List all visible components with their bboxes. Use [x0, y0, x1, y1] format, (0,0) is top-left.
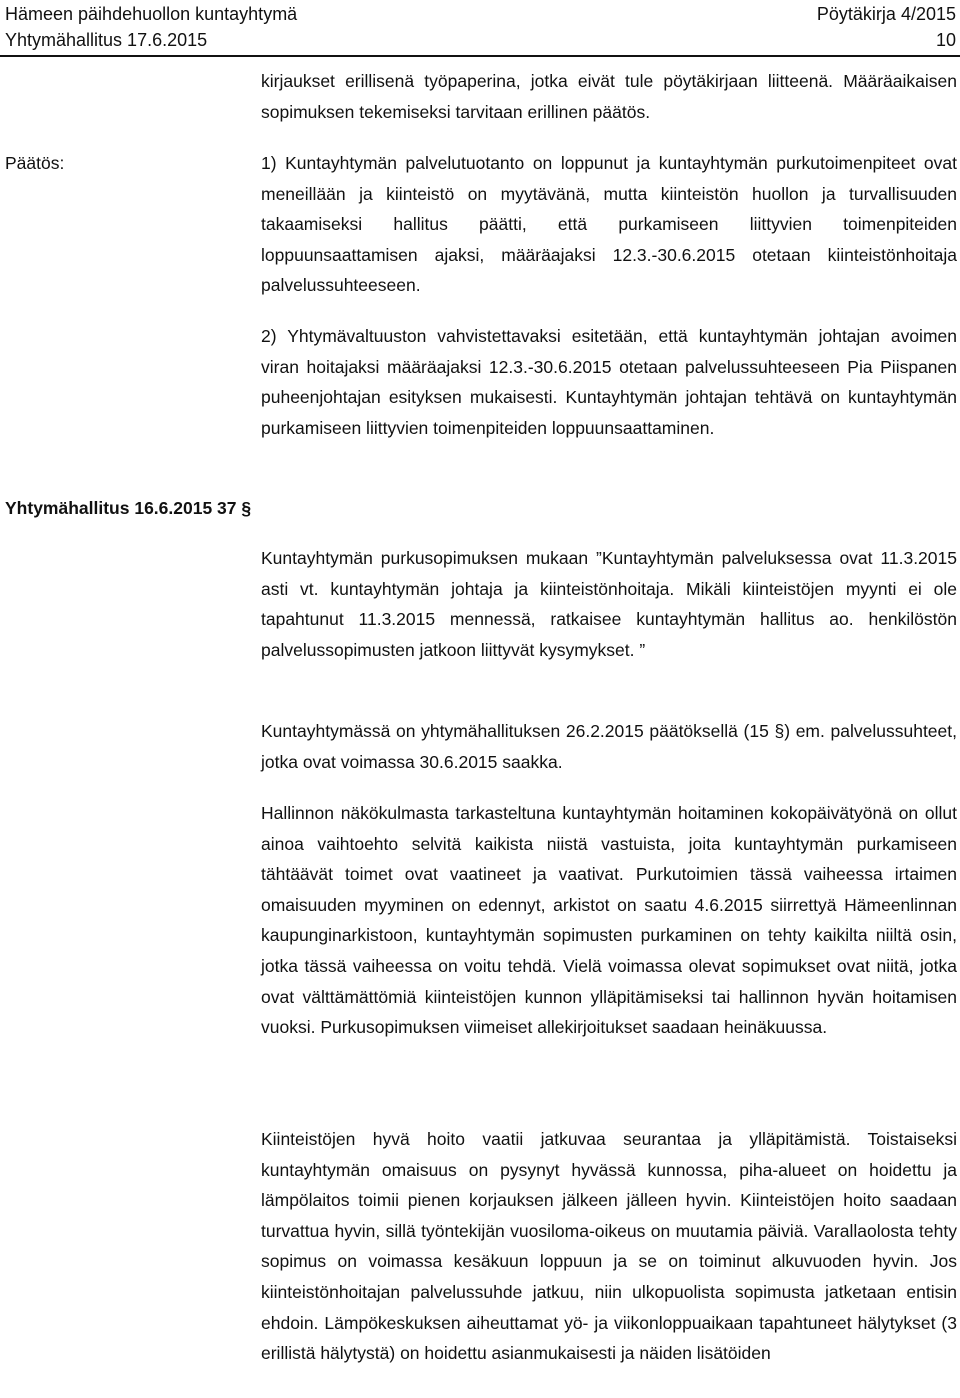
header-minutes-label: Pöytäkirja 4/2015 — [816, 4, 956, 24]
body-paragraph: Kiinteistöjen hyvä hoito vaatii jatkuvaa seurantaa ja ylläpitämistä. Toistaiseksi kuntayhtymän omaisuus on pysynyt hyvässä kunnossa, piha-alueet on hoidettu ja lämpölaitos toimii pienen korjauksen jälkeen jälleen hyvin. Kiinteistöjen hoito saadaan turvattua hyvin, sillä työntekijän vuosiloma-oikeus on muutamia päiviä. Varallaolosta tehty sopimus on voimassa kesäkuun loppuun ja se on toiminut alkuvuoden hyvin. Jos kiinteistönhoitajan palvelussuhde jatkuu, niin ulkopuolista sopimusta jatketaan entisin ehdoin. Lämpökeskuksen aiheuttamat yö- ja viikonloppuaikaan tapahtuneet hälytykset (3 erillistä hälytystä) on hoidettu asianmukaisesti ja näiden lisätöiden — [261, 1129, 957, 1364]
body-paragraph: Kuntayhtymässä on yhtymähallituksen 26.2.2015 päätöksellä (15 §) em. palvelussuhteet, jotka ovat voimassa 30.6.2015 saakka. — [261, 721, 957, 772]
decision-item-1: 1) Kuntayhtymän palvelutuotanto on loppunut ja kuntayhtymän purkutoimenpiteet ovat meneillään ja kiinteistö on myytävänä, mutta kiinteistön huollon ja turvallisuuden takaamiseksi hallitus päätti, että purkamiseen liittyvien toimenpiteiden loppuunsaattamisen ajaksi, määräajaksi 12.3.-30.6.2015 otetaan kiinteistönhoitaja palvelussuhteeseen. — [261, 153, 957, 296]
body-paragraph: kirjaukset erillisenä työpaperina, jotka eivät tule pöytäkirjaan liitteenä. Määräaikaisen sopimuksen tekemiseksi tarvitaan erillinen päätös. — [261, 71, 957, 122]
body-paragraph: Hallinnon näkökulmasta tarkasteltuna kuntayhtymän hoitaminen kokopäivätyönä on ollut ainoa vaihtoehto selvitä kaikista niistä vastuista, joita kuntayhtymän purkamiseen tähtäävät toimet ovat vaatineet ja vaativat. Purkutoimien tässä vaiheessa irtaimen omaisuuden myyminen on edennyt, arkistot on saatu 4.6.2015 siirrettyä Hämeenlinnan kaupunginarkistoon, kuntayhtymän sopimusten purkaminen on tehty kaikilta niiltä osin, jotka tässä vaiheessa on voitu tehdä. Vielä voimassa olevat sopimukset ovat niitä, jotka ovat välttämättömiä kiinteistöjen kunnon ylläpitämiseksi tai hallinnon hyvän hoitamisen vuoksi. Purkusopimuksen viimeiset allekirjoitukset saadaan heinäkuussa. — [261, 803, 957, 1038]
decision-label: Päätös: — [5, 153, 65, 173]
header-divider — [0, 55, 960, 57]
header-page-number: 10 — [935, 30, 956, 50]
header-meeting: Yhtymähallitus 17.6.2015 — [5, 30, 208, 50]
section-heading: Yhtymähallitus 16.6.2015 37 § — [5, 498, 252, 518]
header-organization: Hämeen päihdehuollon kuntayhtymä — [5, 4, 298, 24]
body-paragraph: Kuntayhtymän purkusopimuksen mukaan ”Kuntayhtymän palveluksessa ovat 11.3.2015 asti vt. kuntayhtymän johtaja ja kiinteistönhoitaja. Mikäli kiinteistöjen myynti ei ole tapahtunut 11.3.2015 mennessä, ratkaisee kuntayhtymän hallitus ao. henkilöstön palvelussopimusten jatkoon liittyvät kysymykset. ” — [261, 548, 957, 660]
decision-item-2: 2) Yhtymävaltuuston vahvistettavaksi esitetään, että kuntayhtymän johtajan avoimen viran hoitajaksi määräajaksi 12.3.-30.6.2015 otetaan palvelussuhteeseen Pia Piispanen puheenjohtajan esityksen mukaisesti. Kuntayhtymän johtajan tehtävä on kuntayhtymän purkamiseen liittyvien toimenpiteiden loppuunsaattaminen. — [261, 326, 957, 438]
